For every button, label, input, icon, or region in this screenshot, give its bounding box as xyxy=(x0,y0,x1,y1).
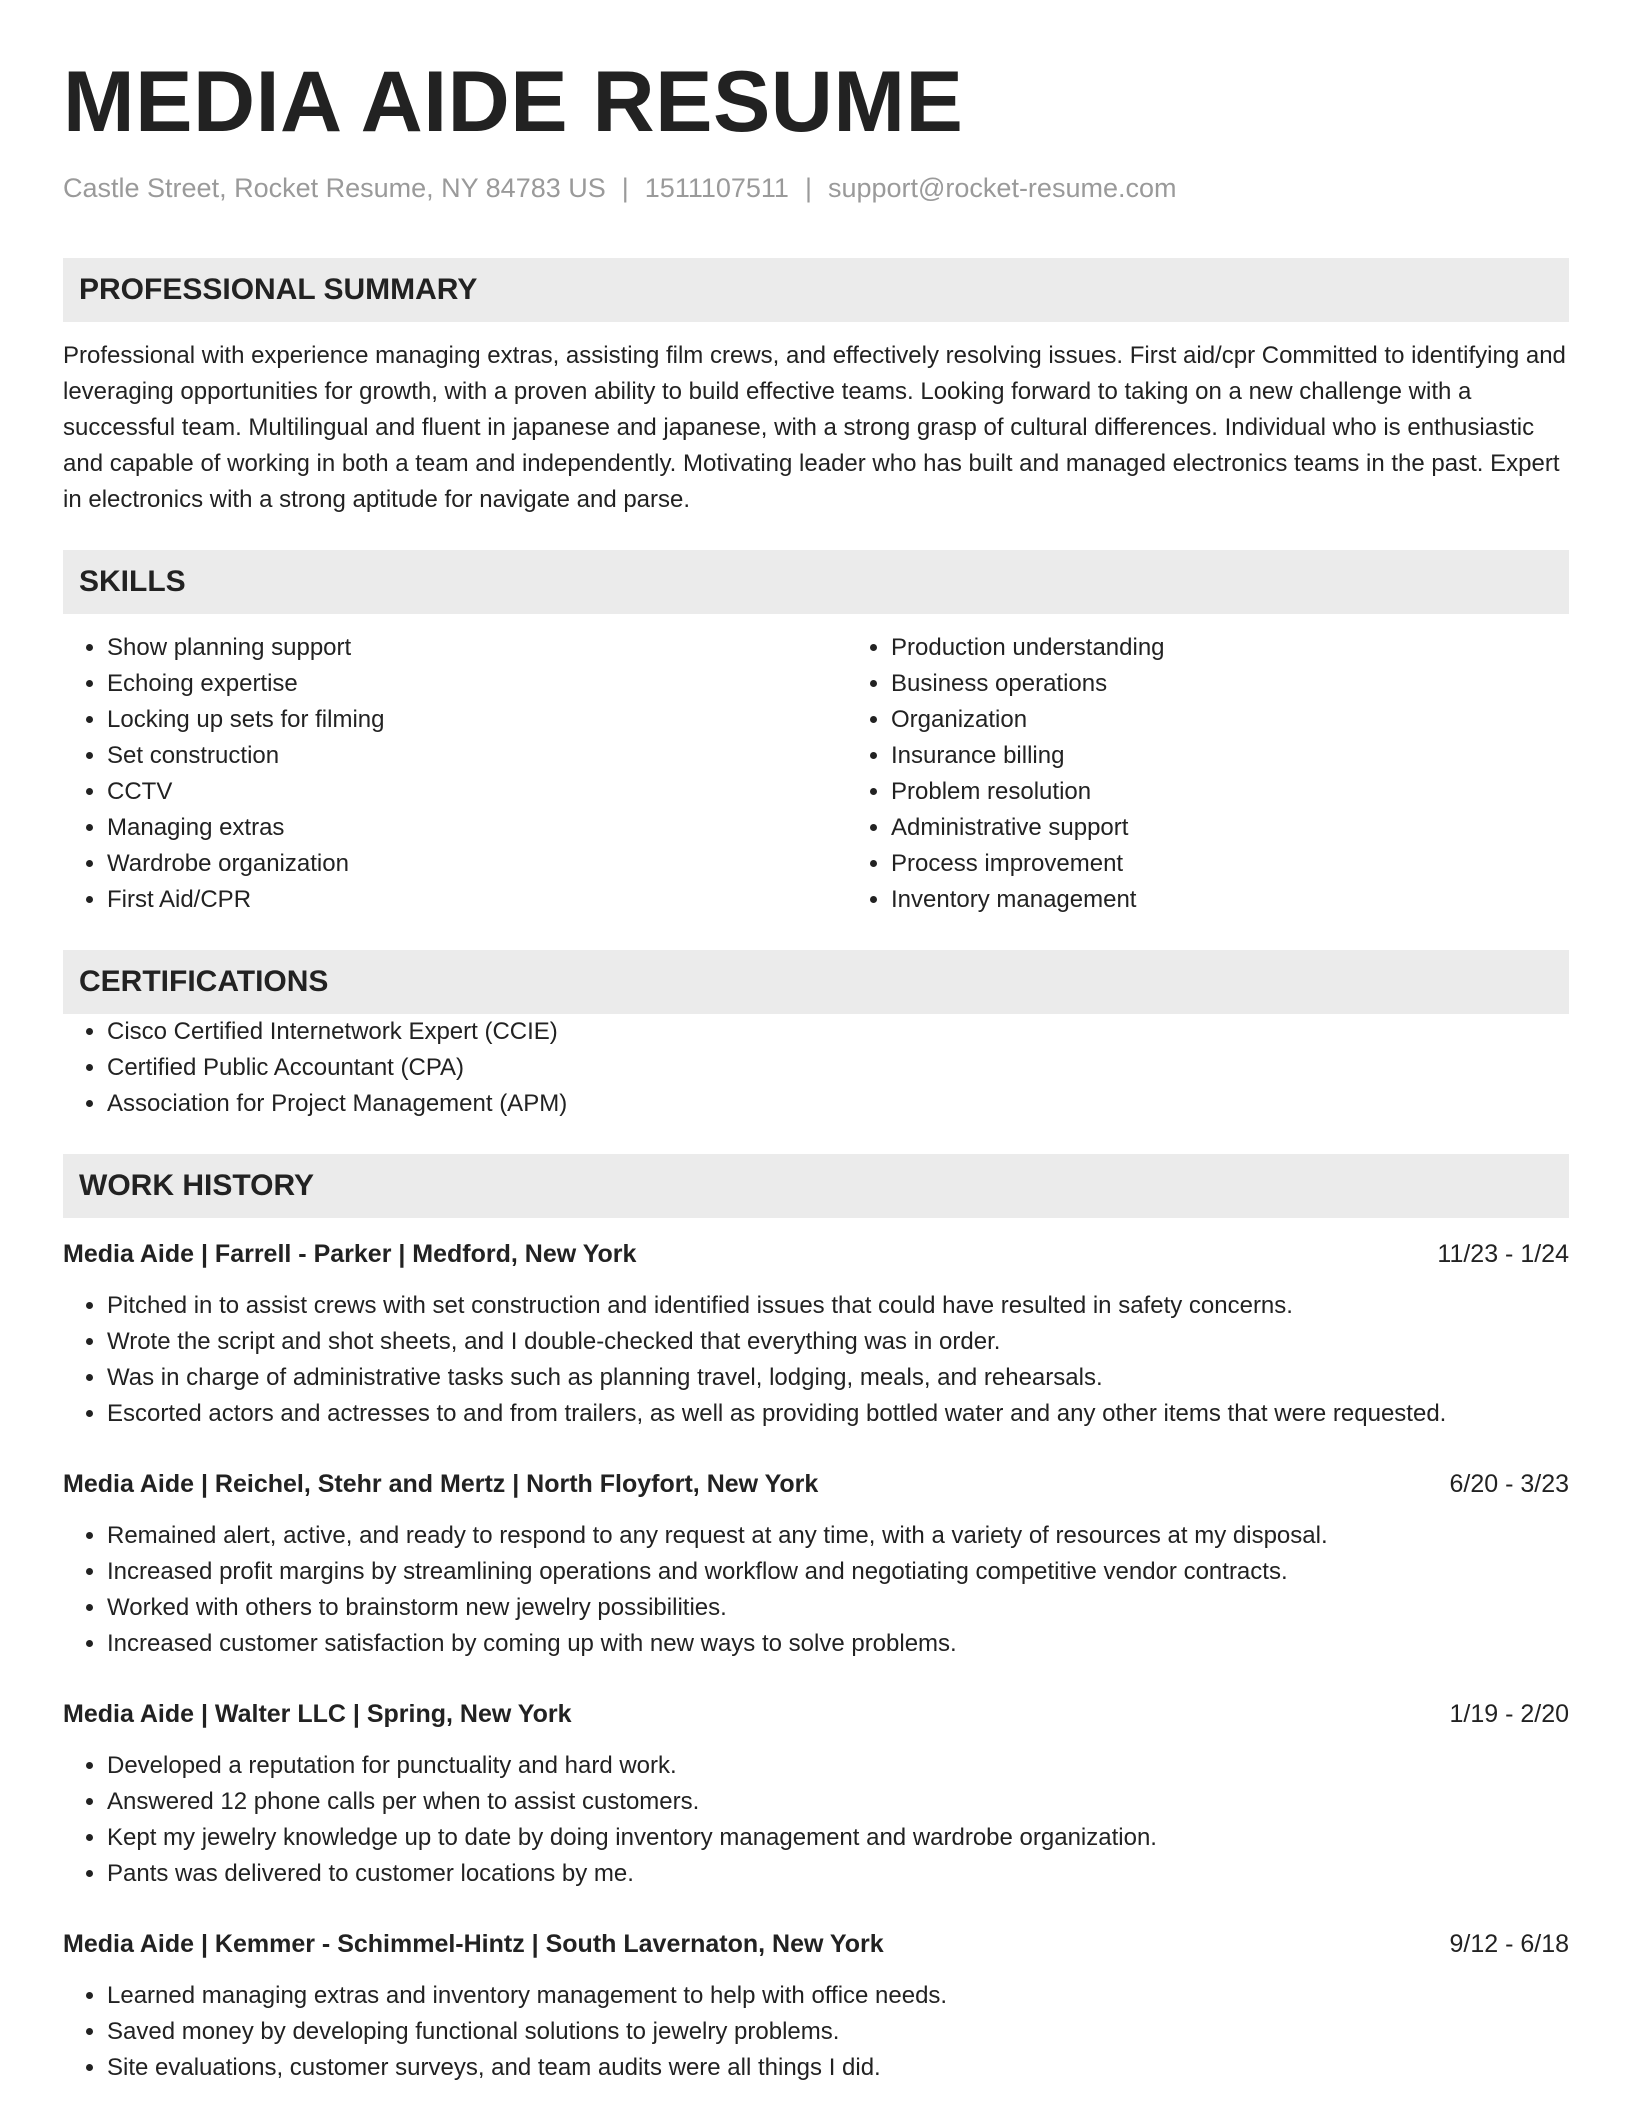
job-bullet: • Escorted actors and actresses to and from trailers, as well as providing bottled water and any other items that were requested. xyxy=(107,1396,1569,1432)
certifications-list xyxy=(63,1014,1569,1122)
job-bullets xyxy=(63,1748,1569,1892)
skill-item: • Wardrobe organization xyxy=(107,846,847,882)
job-dates: 6/20 - 3/23 xyxy=(1449,1470,1569,1498)
skill-item: • Process improvement xyxy=(891,846,1569,882)
job-dates: 11/23 - 1/24 xyxy=(1437,1240,1569,1268)
contact-address: Castle Street, Rocket Resume, NY 84783 US xyxy=(63,173,606,203)
contact-line xyxy=(63,170,1569,206)
skill-item: • Locking up sets for filming xyxy=(107,702,847,738)
skill-item: • Echoing expertise xyxy=(107,666,847,702)
job-bullet: • Was in charge of administrative tasks such as planning travel, lodging, meals, and rehearsals. xyxy=(107,1360,1569,1396)
job-header xyxy=(63,1236,1569,1272)
contact-email: support@rocket-resume.com xyxy=(827,173,1177,203)
job-bullets xyxy=(63,1288,1569,1432)
job-entry xyxy=(63,1236,1569,1432)
job-bullet: • Learned managing extras and inventory management to help with office needs. xyxy=(107,1978,1569,2014)
job-header xyxy=(63,1696,1569,1732)
job-bullet: • Worked with others to brainstorm new jewelry possibilities. xyxy=(107,1590,1569,1626)
job-bullet: • Kept my jewelry knowledge up to date by doing inventory management and wardrobe organization. xyxy=(107,1820,1569,1856)
job-title: Media Aide | Walter LLC | Spring, New York xyxy=(63,1700,572,1728)
job-title: Media Aide | Farrell - Parker | Medford, New York xyxy=(63,1240,637,1268)
job-dates: 9/12 - 6/18 xyxy=(1449,1930,1569,1958)
summary-text: Professional with experience managing extras, assisting film crews, and effectively resolving issues. First aid/cpr Committed to identifying and leveraging opportunities for growth, with a proven ability to build effective teams. Looking forward to taking on a new challenge with a successful team. Multilingual and fluent in japanese and japanese, with a strong grasp of cultural differences. Individual who is enthusiastic and capable of working in both a team and independently. Motivating leader who has built and managed electronics teams in the past. Expert in electronics with a strong aptitude for navigate and parse. xyxy=(63,342,1566,513)
skill-item: • CCTV xyxy=(107,774,847,810)
skill-item: • Show planning support xyxy=(107,630,847,666)
contact-separator: | xyxy=(621,173,629,203)
job-bullets xyxy=(63,1978,1569,2086)
job-bullet: • Developed a reputation for punctuality and hard work. xyxy=(107,1748,1569,1784)
skill-item: • Administrative support xyxy=(891,810,1569,846)
job-bullet: • Remained alert, active, and ready to respond to any request at any time, with a variety of resources at my disposal. xyxy=(107,1518,1569,1554)
skill-item: • First Aid/CPR xyxy=(107,882,847,918)
job-bullet: • Answered 12 phone calls per when to assist customers. xyxy=(107,1784,1569,1820)
job-entry xyxy=(63,1926,1569,2086)
page-title: MEDIA AIDE RESUME xyxy=(63,54,964,150)
job-entry xyxy=(63,1466,1569,1662)
skill-item: • Production understanding xyxy=(891,630,1569,666)
skill-item: • Organization xyxy=(891,702,1569,738)
job-bullet: • Increased profit margins by streamlining operations and workflow and negotiating competitive vendor contracts. xyxy=(107,1554,1569,1590)
job-bullet: • Increased customer satisfaction by coming up with new ways to solve problems. xyxy=(107,1626,1569,1662)
job-entry xyxy=(63,1696,1569,1892)
job-header xyxy=(63,1466,1569,1502)
contact-phone: 1511107511 xyxy=(644,173,789,203)
skills-list-right xyxy=(847,630,1569,918)
job-bullets xyxy=(63,1518,1569,1662)
job-bullet: • Pitched in to assist crews with set construction and identified issues that could have resulted in safety concerns. xyxy=(107,1288,1569,1324)
certification-item: • Association for Project Management (APM) xyxy=(107,1086,1569,1122)
section-heading-summary: PROFESSIONAL SUMMARY xyxy=(63,258,1569,322)
skill-item: • Managing extras xyxy=(107,810,847,846)
job-bullet: • Site evaluations, customer surveys, and team audits were all things I did. xyxy=(107,2050,1569,2086)
skill-item: • Problem resolution xyxy=(891,774,1569,810)
job-bullet: • Wrote the script and shot sheets, and I double-checked that everything was in order. xyxy=(107,1324,1569,1360)
section-heading-work-history: WORK HISTORY xyxy=(63,1154,1569,1218)
skill-item: • Insurance billing xyxy=(891,738,1569,774)
skill-item: • Business operations xyxy=(891,666,1569,702)
skill-item: • Set construction xyxy=(107,738,847,774)
section-heading-skills: SKILLS xyxy=(63,550,1569,614)
skills-list-left xyxy=(63,630,847,918)
job-title: Media Aide | Kemmer - Schimmel-Hintz | South Lavernaton, New York xyxy=(63,1930,884,1958)
contact-separator: | xyxy=(804,173,812,203)
certification-item: • Cisco Certified Internetwork Expert (CCIE) xyxy=(107,1014,1569,1050)
certification-item: • Certified Public Accountant (CPA) xyxy=(107,1050,1569,1086)
job-bullet: • Pants was delivered to customer locations by me. xyxy=(107,1856,1569,1892)
skill-item: • Inventory management xyxy=(891,882,1569,918)
job-title: Media Aide | Reichel, Stehr and Mertz | North Floyfort, New York xyxy=(63,1470,819,1498)
job-dates: 1/19 - 2/20 xyxy=(1449,1700,1569,1728)
job-header xyxy=(63,1926,1569,1962)
section-heading-certifications: CERTIFICATIONS xyxy=(63,950,1569,1014)
skills-columns xyxy=(63,630,1569,918)
job-bullet: • Saved money by developing functional solutions to jewelry problems. xyxy=(107,2014,1569,2050)
